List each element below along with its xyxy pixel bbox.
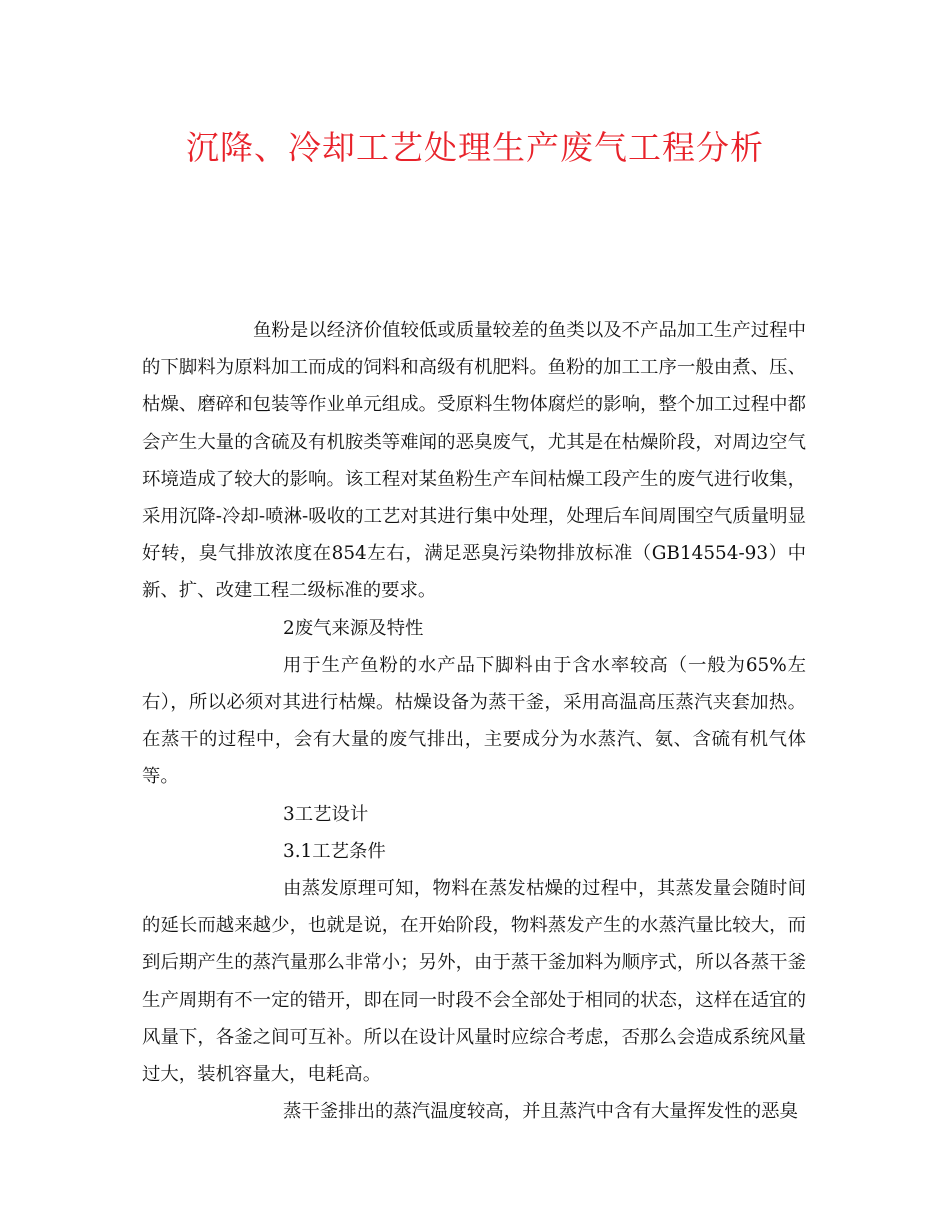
document-title: 沉降、冷却工艺处理生产废气工程分析 <box>186 128 764 167</box>
section-heading-3: 3工艺设计 <box>283 803 369 825</box>
intro-paragraph: 鱼粉是以经济价值较低或质量较差的鱼类以及不产品加工生产过程中的下脚料为原料加工而成的饲料和高级有机肥料。鱼粉的加工工序一般由煮、压、枯燥、磨碎和包装等作业单元组成。受原料生物体腐烂的影响，整个加工过程中都会产生大量的含硫及有机胺类等难闻的恶臭废气，尤其是在枯燥阶段，对周边空气环境造成了较大的影响。该工程对某鱼粉生产车间枯燥工段产生的废气进行收集，采用沉降-冷却-喷淋-吸收的工艺对其进行集中处理，处理后车间周围空气质量明显好转，臭气排放浓度在854左右，满足恶臭污染物排放标准（GB14554-93）中新、扩、改建工程二级标准的要求。 <box>142 320 806 602</box>
document-body <box>142 312 806 1130</box>
section-heading-3-1: 3.1工艺条件 <box>283 840 386 862</box>
section-heading-2: 2废气来源及特性 <box>283 617 424 639</box>
section-2-paragraph: 用于生产鱼粉的水产品下脚料由于含水率较高（一般为65%左右），所以必须对其进行枯燥。枯燥设备为蒸干釜，采用高温高压蒸汽夹套加热。在蒸干的过程中，会有大量的废气排出，主要成分为水蒸汽、氨、含硫有机气体等。 <box>142 654 806 788</box>
section-3-1-paragraph: 由蒸发原理可知，物料在蒸发枯燥的过程中，其蒸发量会随时间的延长而越来越少，也就是说，在开始阶段，物料蒸发产生的水蒸汽量比较大，而到后期产生的蒸汽量那么非常小；另外，由于蒸干釜加料为顺序式，所以各蒸干釜生产周期有不一定的错开，即在同一时段不会全部处于相同的状态，这样在适宜的风量下，各釜之间可互补。所以在设计风量时应综合考虑，否那么会造成系统风量过大，装机容量大，电耗高。 <box>142 878 806 1086</box>
section-3-1-paragraph-2: 蒸干釜排出的蒸汽温度较高，并且蒸汽中含有大量挥发性的恶臭 <box>283 1101 798 1123</box>
